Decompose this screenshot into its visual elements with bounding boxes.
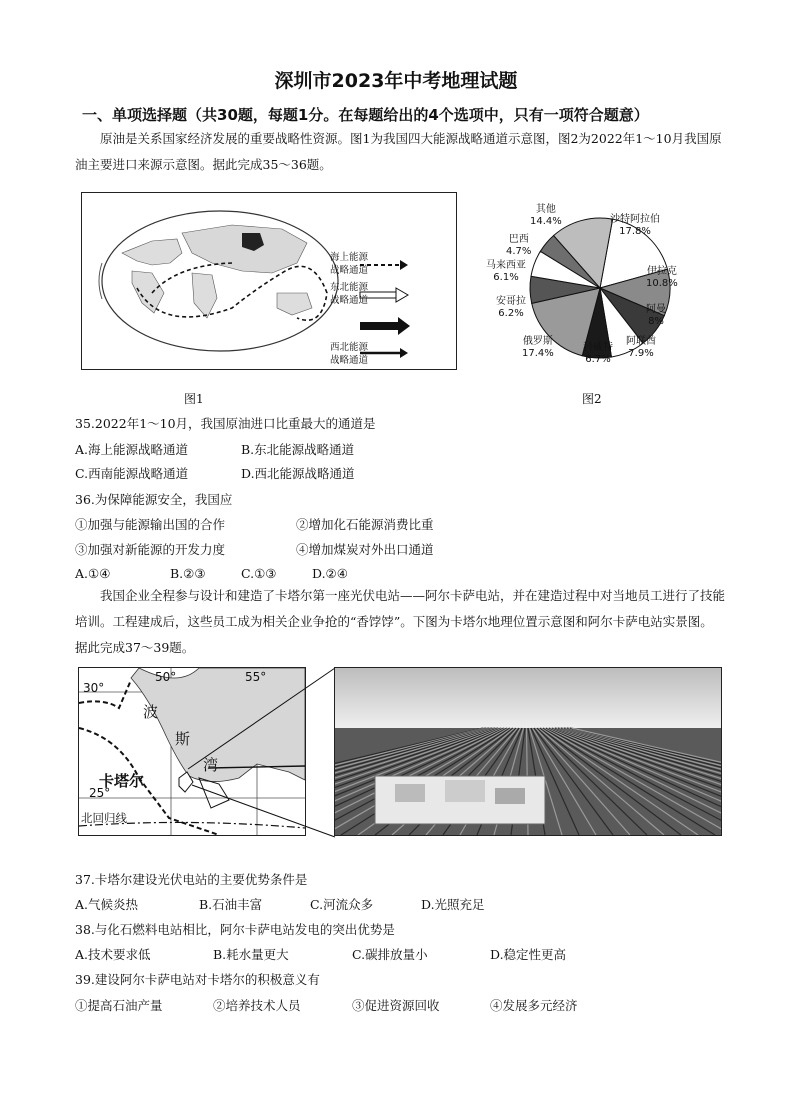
pie-value-oman: 8%: [648, 316, 664, 327]
q36-stem: 36.为保障能源安全，我国应: [75, 492, 233, 507]
q36-statement-2: ②增加化石能源消费比重: [296, 517, 434, 532]
map-label-30deg: 30°: [83, 681, 105, 695]
legend-label-2: 东北能源 战略通道: [330, 282, 369, 306]
q38-stem: 38.与化石燃料电站相比，阿尔卡萨电站发电的突出优势是: [75, 922, 395, 937]
intro-paragraph-1: 原油是关系国家经济发展的重要战略性资源。图1为我国四大能源战略通道示意图，图2为2022年1～10月我国原油主要进口来源示意图。据此完成35～36题。: [75, 131, 722, 172]
legend-label-4: 西北能源 战略通道: [330, 342, 369, 366]
q37-option-b: B.石油丰富: [199, 897, 263, 912]
pie-value-kuwait: 6.7%: [585, 354, 611, 365]
pie-value-malaysia: 6.1%: [493, 272, 519, 283]
pie-value-angola: 6.2%: [498, 308, 524, 319]
q38-option-b: B.耗水量更大: [213, 947, 289, 962]
map-label-gulf-2: 斯: [175, 730, 191, 748]
q39-statement-3: ③促进资源回收: [352, 998, 440, 1013]
map-label-qatar: 卡塔尔: [99, 772, 145, 790]
map-label-55deg: 55°: [245, 670, 267, 684]
pie-value-brazil: 4.7%: [506, 246, 532, 257]
map-label-50deg: 50°: [155, 670, 177, 684]
pie-label-iraq: 伊拉克: [646, 266, 677, 277]
pie-value-uae: 7.9%: [628, 348, 654, 359]
map-label-25deg: 25°: [89, 786, 111, 800]
map-label-gulf-1: 波: [143, 703, 159, 721]
pie-value-other: 14.4%: [530, 216, 562, 227]
q36-statement-3: ③加强对新能源的开发力度: [75, 542, 226, 557]
pie-label-uae: 阿联酋: [626, 336, 656, 347]
solar-plant-photo-illustration: [335, 668, 721, 835]
q39-stem: 39.建设阿尔卡萨电站对卡塔尔的积极意义有: [75, 972, 320, 987]
q35-option-a: A.海上能源战略通道: [75, 442, 189, 457]
q37-stem: 37.卡塔尔建设光伏电站的主要优势条件是: [75, 872, 308, 887]
q36-option-d: D.②④: [312, 566, 348, 581]
section-heading: 一、单项选择题（共30题，每题1分。在每题给出的4个选项中，只有一项符合题意）: [82, 106, 649, 124]
figure-1-map: [81, 192, 457, 370]
pie-value-saudi: 17.8%: [619, 226, 651, 237]
q35-option-c: C.西南能源战略通道: [75, 466, 189, 481]
pie-label-brazil: 巴西: [508, 234, 529, 245]
pie-label-angola: 安哥拉: [496, 296, 526, 307]
q35-stem: 35.2022年1～10月，我国原油进口比重最大的通道是: [75, 416, 376, 431]
pie-label-saudi: 沙特阿拉伯: [610, 214, 660, 225]
q38-option-d: D.稳定性更高: [490, 947, 567, 962]
page-title: 深圳市2023年中考地理试题: [274, 70, 518, 92]
figure-2-pie-chart: [486, 192, 706, 378]
pie-label-russia: 俄罗斯: [522, 336, 553, 347]
q35-option-d: D.西北能源战略通道: [241, 466, 355, 481]
legend-label-1: 海上能源 战略通道: [330, 252, 369, 276]
pie-label-oman: 阿曼: [646, 304, 666, 315]
pie-label-malaysia: 马来西亚: [486, 260, 526, 271]
q36-statement-4: ④增加煤炭对外出口通道: [296, 542, 434, 557]
q37-option-c: C.河流众多: [310, 897, 374, 912]
q38-option-c: C.碳排放量小: [352, 947, 428, 962]
q37-option-a: A.气候炎热: [75, 897, 139, 912]
map-label-gulf-3: 湾: [203, 756, 219, 774]
figure-2-caption: 图2: [582, 392, 602, 406]
map-label-tropic: 北回归线: [81, 811, 127, 825]
pie-label-other: 其他: [535, 204, 556, 215]
q39-statement-2: ②培养技术人员: [213, 998, 301, 1013]
solar-plant-photo: [334, 667, 722, 836]
q37-option-d: D.光照充足: [421, 897, 485, 912]
figure-1-caption: 图1: [184, 392, 204, 406]
pie-value-iraq: 10.8%: [646, 278, 678, 289]
q38-option-a: A.技术要求低: [75, 947, 151, 962]
zoom-connector-lines: [180, 665, 340, 840]
q36-option-c: C.①③: [241, 566, 277, 581]
pie-value-russia: 17.4%: [522, 348, 554, 359]
q36-option-a: A.①④: [75, 566, 111, 581]
pie-label-kuwait: 科威特: [583, 342, 613, 353]
q35-option-b: B.东北能源战略通道: [241, 442, 355, 457]
q36-option-b: B.②③: [170, 566, 206, 581]
q39-statement-1: ①提高石油产量: [75, 998, 163, 1013]
q39-statement-4: ④发展多元经济: [490, 998, 578, 1013]
intro-paragraph-2: 我国企业全程参与设计和建造了卡塔尔第一座光伏电站——阿尔卡萨电站，并在建造过程中对当地员工进行了技能培训。工程建成后，这些员工成为相关企业争抢的“香饽饽”。下图为卡塔尔地理位置示意图和阿尔卡萨电站实景图。据此完成37～39题。: [75, 588, 726, 655]
q36-statement-1: ①加强与能源输出国的合作: [75, 517, 226, 532]
world-map-illustration: [82, 193, 456, 369]
